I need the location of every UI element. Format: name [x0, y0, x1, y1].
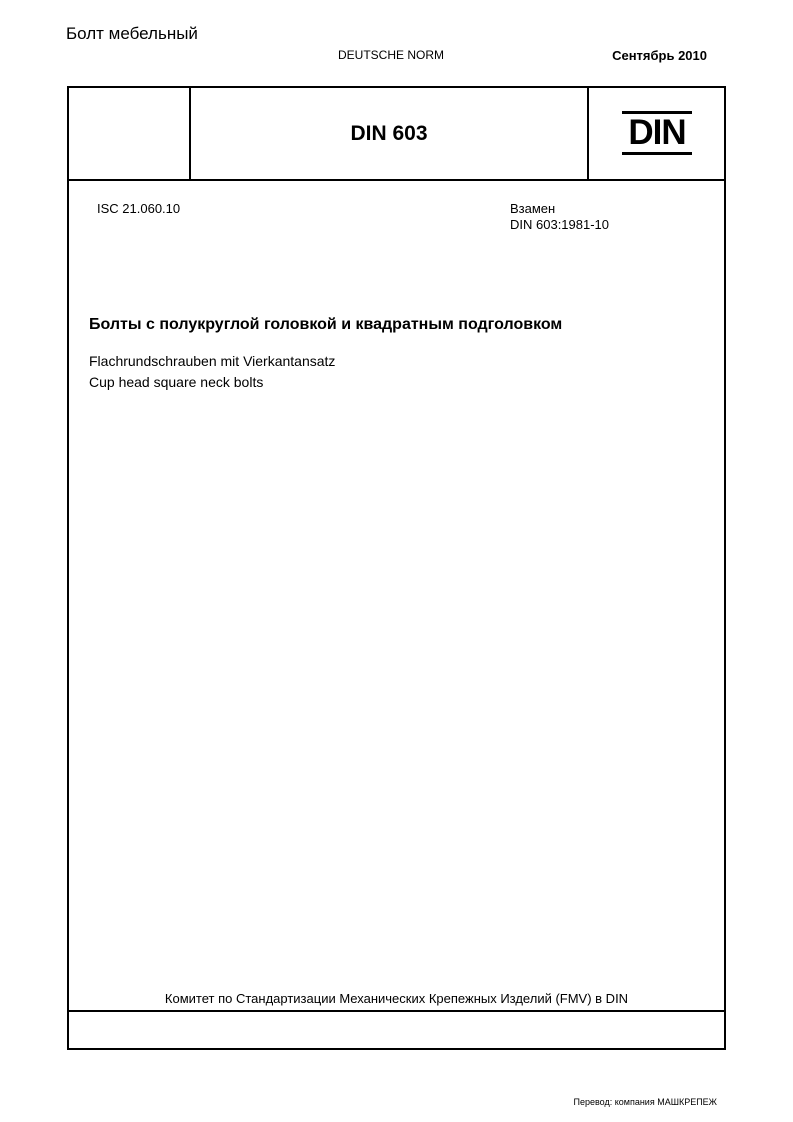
- publication-date: Сентябрь 2010: [612, 48, 707, 63]
- committee-text: Комитет по Стандартизации Механических Крепежных Изделий (FMV) в DIN: [164, 991, 629, 1006]
- title-russian: Болты с полукруглой головкой и квадратным подголовком: [89, 316, 563, 333]
- title-english: Cup head square neck bolts: [89, 374, 264, 390]
- ics-code: ISC 21.060.10: [97, 201, 181, 216]
- footer-divider: [69, 1010, 724, 1012]
- header-right-cell: [587, 88, 724, 179]
- deutsche-norm-label: DEUTSCHE NORM: [338, 48, 445, 62]
- replaces-value: DIN 603:1981-10: [510, 217, 610, 232]
- header-left-cell: [69, 88, 191, 179]
- replaces-block: [510, 201, 609, 233]
- din-logo-bottom-bar: [622, 152, 692, 155]
- title-german: Flachrundschrauben mit Vierkantansatz: [89, 353, 336, 369]
- din-logo-text: DIN: [628, 113, 686, 152]
- standard-number: DIN 603: [350, 121, 428, 145]
- document-frame: [67, 86, 726, 1050]
- din-logo: [622, 111, 692, 157]
- document-top-title: Болт мебельный: [66, 24, 198, 43]
- replaces-label: Взамен: [510, 201, 556, 216]
- header-row: [69, 88, 724, 181]
- translation-credit: Перевод: компания МАШКРЕПЕЖ: [573, 1097, 717, 1107]
